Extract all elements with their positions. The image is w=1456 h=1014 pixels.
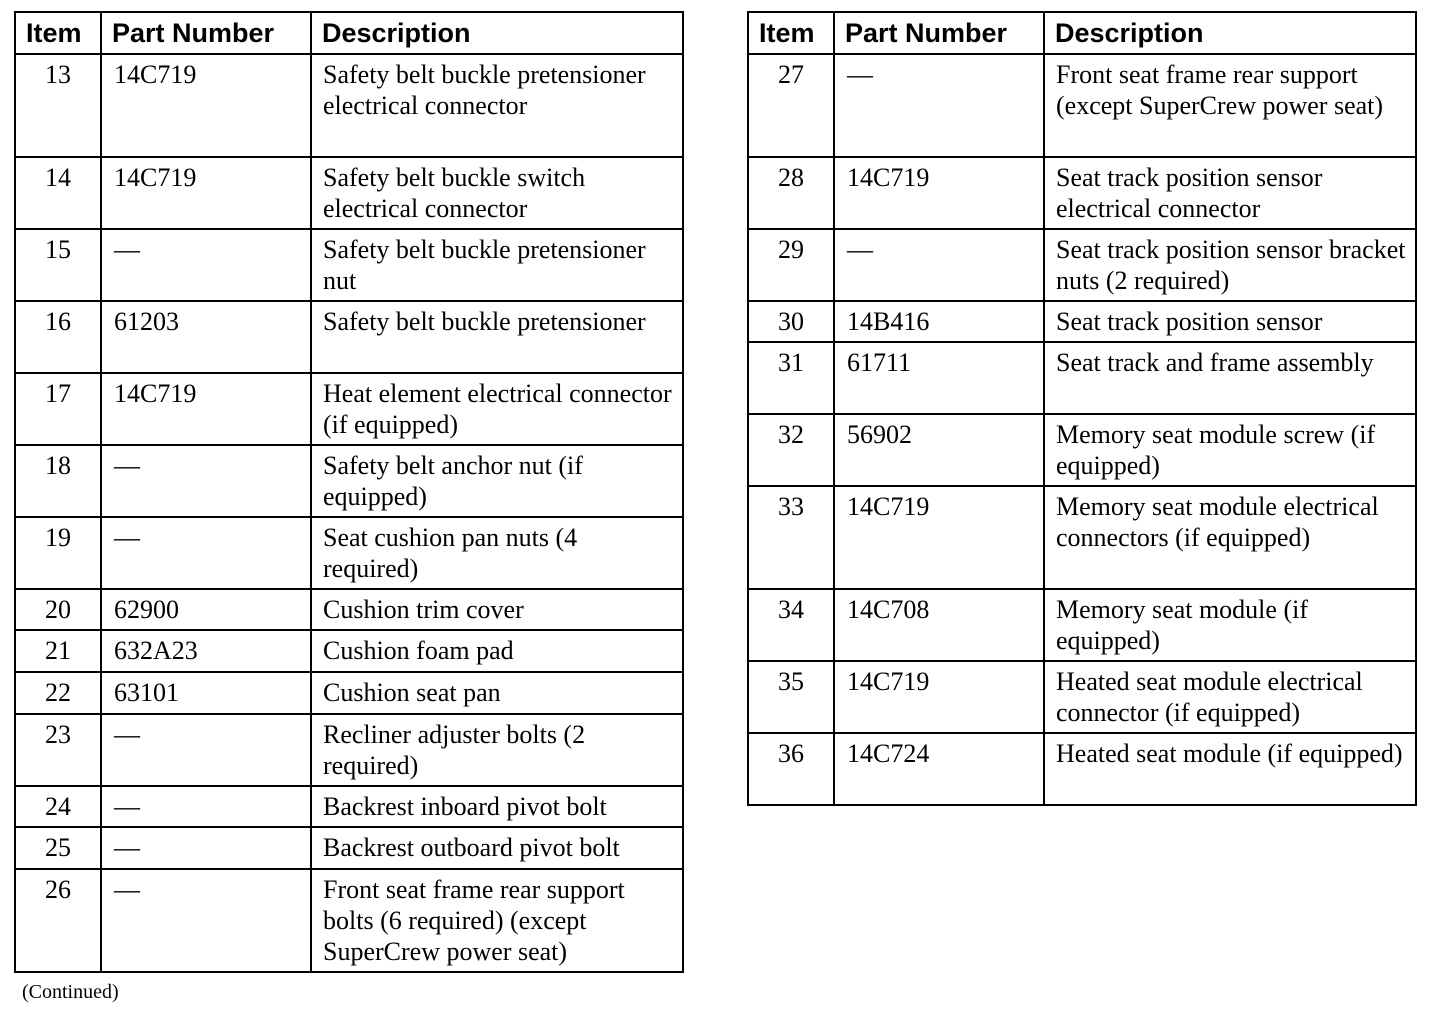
table-header-row [748, 12, 1416, 54]
part-description: Recliner adjuster bolts (2 required) [311, 714, 683, 786]
part-description: Heated seat module (if equipped) [1044, 733, 1416, 805]
part-number: — [101, 517, 311, 589]
item-number: 35 [748, 661, 834, 733]
part-number: 62900 [101, 589, 311, 630]
part-description: Heated seat module electrical connector (if equipped) [1044, 661, 1416, 733]
item-number: 24 [15, 786, 101, 827]
part-description: Backrest outboard pivot bolt [311, 827, 683, 869]
part-number: 61203 [101, 301, 311, 373]
part-number: 14C719 [834, 486, 1044, 589]
part-description: Heat element electrical connector (if equipped) [311, 373, 683, 445]
item-number: 32 [748, 414, 834, 486]
item-number: 29 [748, 229, 834, 301]
item-number: 18 [15, 445, 101, 517]
table-row [15, 714, 683, 786]
parts-table-right [747, 11, 1417, 806]
part-number: 14C719 [101, 54, 311, 157]
part-description: Safety belt buckle switch electrical connector [311, 157, 683, 229]
table-row [15, 517, 683, 589]
item-number: 15 [15, 229, 101, 301]
part-description: Backrest inboard pivot bolt [311, 786, 683, 827]
part-number: 56902 [834, 414, 1044, 486]
part-description: Safety belt buckle pretensioner [311, 301, 683, 373]
part-number: 61711 [834, 342, 1044, 414]
table-row [15, 786, 683, 827]
part-number: 14C719 [101, 373, 311, 445]
part-description: Memory seat module (if equipped) [1044, 589, 1416, 661]
table-row [15, 157, 683, 229]
item-number: 26 [15, 869, 101, 972]
part-number: 632A23 [101, 630, 311, 672]
header-item: Item [15, 12, 101, 54]
part-description: Seat track and frame assembly [1044, 342, 1416, 414]
part-description: Seat track position sensor electrical connector [1044, 157, 1416, 229]
item-number: 33 [748, 486, 834, 589]
part-number: — [834, 229, 1044, 301]
table-row [748, 414, 1416, 486]
item-number: 28 [748, 157, 834, 229]
table-header-row [15, 12, 683, 54]
item-number: 16 [15, 301, 101, 373]
table-body-right [748, 54, 1416, 805]
table-row [748, 342, 1416, 414]
table-body-left [15, 54, 683, 972]
table-row [748, 661, 1416, 733]
table-row [748, 301, 1416, 342]
part-description: Cushion trim cover [311, 589, 683, 630]
part-number: 14C724 [834, 733, 1044, 805]
table-row [15, 630, 683, 672]
table-row [15, 229, 683, 301]
table-row [748, 733, 1416, 805]
part-number: 63101 [101, 672, 311, 714]
item-number: 20 [15, 589, 101, 630]
table-row [15, 373, 683, 445]
item-number: 31 [748, 342, 834, 414]
header-part-number: Part Number [101, 12, 311, 54]
part-number: — [101, 786, 311, 827]
table-row [15, 672, 683, 714]
item-number: 21 [15, 630, 101, 672]
part-description: Safety belt buckle pretensioner electrical connector [311, 54, 683, 157]
part-description: Memory seat module screw (if equipped) [1044, 414, 1416, 486]
continued-note: (Continued) [22, 981, 119, 1003]
part-number: — [101, 714, 311, 786]
part-description: Front seat frame rear support bolts (6 required) (except SuperCrew power seat) [311, 869, 683, 972]
part-number: 14C719 [834, 661, 1044, 733]
item-number: 13 [15, 54, 101, 157]
header-part-number: Part Number [834, 12, 1044, 54]
table-row [15, 445, 683, 517]
part-description: Memory seat module electrical connectors (if equipped) [1044, 486, 1416, 589]
item-number: 25 [15, 827, 101, 869]
header-description: Description [311, 12, 683, 54]
part-description: Seat track position sensor bracket nuts (2 required) [1044, 229, 1416, 301]
part-number: — [101, 445, 311, 517]
table-row [15, 54, 683, 157]
table-row [748, 54, 1416, 157]
table-row [15, 301, 683, 373]
header-description: Description [1044, 12, 1416, 54]
part-number: 14B416 [834, 301, 1044, 342]
table-row [748, 229, 1416, 301]
part-number: — [834, 54, 1044, 157]
part-number: 14C719 [101, 157, 311, 229]
part-number: — [101, 869, 311, 972]
item-number: 14 [15, 157, 101, 229]
part-number: 14C708 [834, 589, 1044, 661]
table-row [748, 589, 1416, 661]
part-number: — [101, 229, 311, 301]
item-number: 19 [15, 517, 101, 589]
item-number: 22 [15, 672, 101, 714]
table-row [748, 486, 1416, 589]
table-row [15, 869, 683, 972]
item-number: 30 [748, 301, 834, 342]
item-number: 27 [748, 54, 834, 157]
part-description: Cushion seat pan [311, 672, 683, 714]
part-description: Front seat frame rear support (except SuperCrew power seat) [1044, 54, 1416, 157]
item-number: 34 [748, 589, 834, 661]
table-row [748, 157, 1416, 229]
table-row [15, 827, 683, 869]
header-item: Item [748, 12, 834, 54]
part-description: Cushion foam pad [311, 630, 683, 672]
part-description: Seat track position sensor [1044, 301, 1416, 342]
part-description: Safety belt buckle pretensioner nut [311, 229, 683, 301]
item-number: 23 [15, 714, 101, 786]
parts-table-left [14, 11, 684, 973]
part-number: — [101, 827, 311, 869]
item-number: 36 [748, 733, 834, 805]
part-description: Safety belt anchor nut (if equipped) [311, 445, 683, 517]
part-description: Seat cushion pan nuts (4 required) [311, 517, 683, 589]
item-number: 17 [15, 373, 101, 445]
table-row [15, 589, 683, 630]
part-number: 14C719 [834, 157, 1044, 229]
